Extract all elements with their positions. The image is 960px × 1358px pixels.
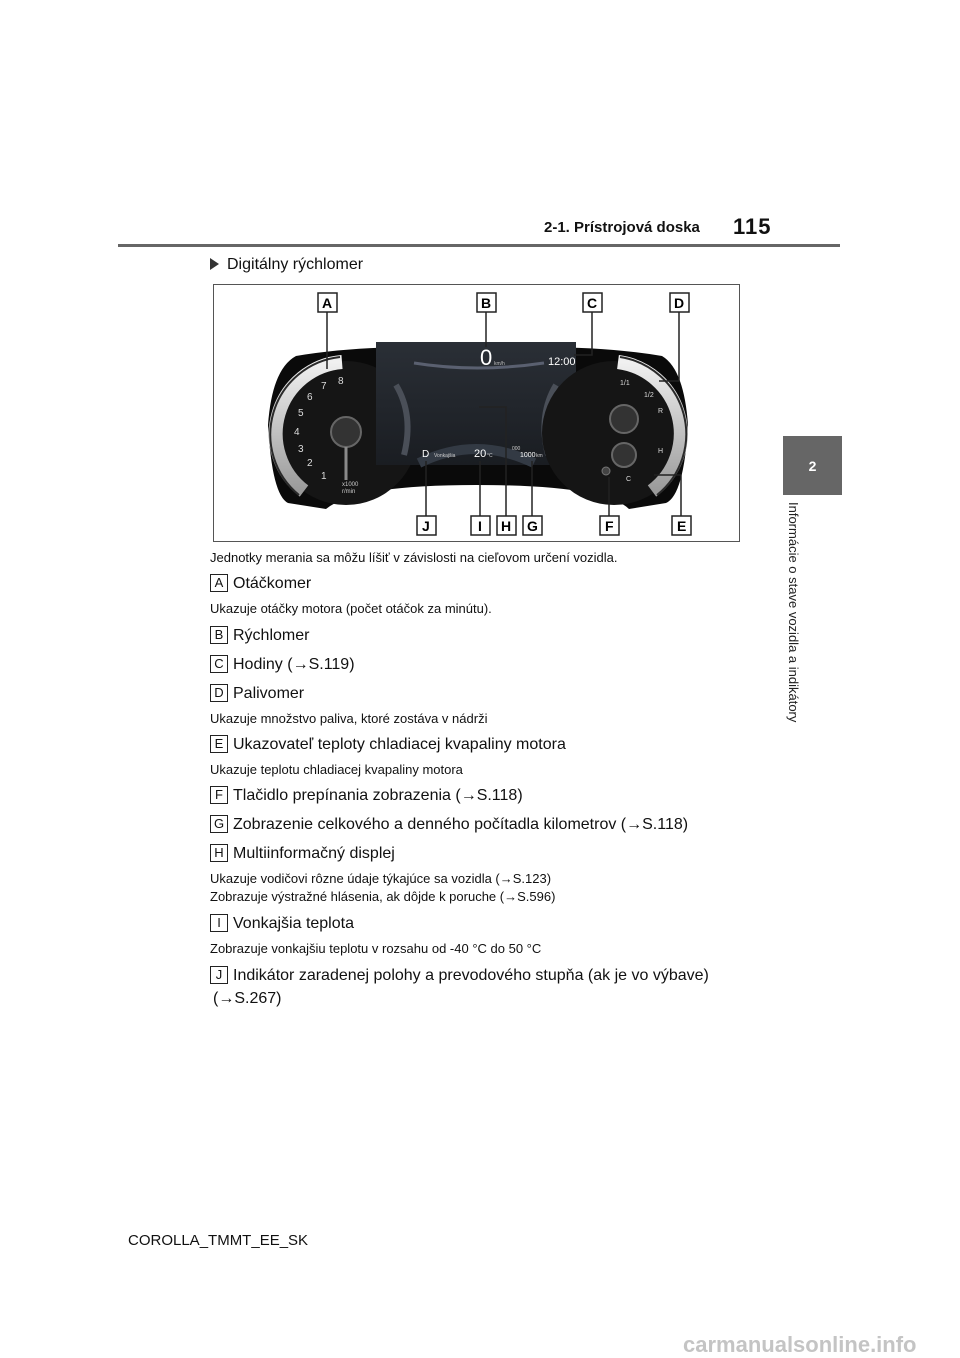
item-d — [210, 684, 304, 703]
triangle-bullet-icon — [210, 258, 219, 270]
item-a — [210, 574, 311, 593]
chapter-side-title-wrap — [773, 502, 813, 772]
item-letter-box: C — [210, 655, 228, 673]
tach-knob-icon — [331, 417, 361, 447]
item-desc: Zobrazuje vonkajšiu teplotu v rozsahu od -40 °C do 50 °C — [210, 941, 542, 956]
item-title: Otáčkomer — [233, 575, 312, 592]
item-letter-box: G — [210, 815, 228, 833]
item-title: Zobrazenie celkového a denného počítadla kilometrov (→S.118) — [233, 816, 689, 833]
tach-unit-top: x1000 — [342, 482, 359, 488]
tach-number: 3 — [298, 444, 304, 455]
temp-knob-icon — [612, 443, 636, 467]
chapter-side-title: Informácie o stave vozidla a indikátory — [786, 502, 801, 723]
item-title: Tlačidlo prepínania zobrazenia (→S.118) — [233, 787, 523, 804]
item-desc: Ukazuje teplotu chladiacej kvapaliny motora — [210, 762, 463, 777]
item-desc: Ukazuje otáčky motora (počet otáčok za minútu). — [210, 601, 492, 616]
tach-number: 2 — [307, 458, 313, 469]
screen-odo-unit: km — [536, 453, 543, 459]
tach-number: 5 — [298, 408, 304, 419]
screen-odo-trip: 000 — [512, 446, 521, 452]
item-letter-box: F — [210, 786, 228, 804]
item-letter-box: J — [210, 966, 228, 984]
callout-g: G — [527, 518, 538, 534]
callout-f: F — [605, 518, 614, 534]
screen-odo-value: 1000 — [520, 452, 536, 459]
tach-number: 1 — [321, 471, 327, 482]
cluster-illustration — [214, 285, 740, 542]
tach-number: 6 — [307, 392, 313, 403]
watermark: carmanualsonline.info — [683, 1332, 917, 1357]
item-h — [210, 844, 395, 863]
item-letter-box: A — [210, 574, 228, 592]
item-letter-box: I — [210, 914, 228, 932]
item-letter-box: D — [210, 684, 228, 702]
item-title: Vonkajšia teplota — [233, 915, 354, 932]
tach-number: 7 — [321, 381, 327, 392]
item-title: Palivomer — [233, 685, 305, 702]
tach-number: 8 — [338, 376, 344, 387]
screen-temp-value: 20 — [474, 448, 487, 460]
item-b — [210, 626, 309, 645]
page-number: 115 — [733, 214, 772, 239]
callout-e: E — [677, 518, 687, 534]
subheading — [210, 256, 363, 274]
fuel-label-r: R — [658, 408, 664, 415]
tach-unit-bottom: r/min — [342, 489, 356, 495]
screen-gear: D — [422, 449, 430, 460]
screen-speed-unit: km/h — [494, 361, 505, 367]
item-desc: Zobrazuje výstražné hlásenia, ak dôjde k poruche (→S.596) — [210, 889, 556, 904]
callout-c: C — [587, 295, 598, 311]
document-footer: COROLLA_TMMT_EE_SK — [128, 1232, 309, 1249]
temp-label-cold: C — [626, 476, 632, 483]
tach-number: 4 — [294, 427, 300, 438]
callout-h: H — [501, 518, 512, 534]
section-title: 2-1. Prístrojová doska — [544, 219, 700, 236]
item-g — [210, 815, 688, 834]
callout-a: A — [322, 295, 333, 311]
item-j — [210, 966, 709, 985]
item-title: Multiinformačný displej — [233, 845, 395, 862]
item-desc: Ukazuje množstvo paliva, ktoré zostáva v nádrži — [210, 711, 488, 726]
screen-speed: 0 — [480, 345, 493, 370]
callout-i: I — [478, 518, 482, 534]
screen-temp-unit: °C — [487, 453, 493, 459]
screen-temp-label: Vonkajšia — [434, 453, 456, 459]
item-e — [210, 735, 566, 754]
temp-label-hot: H — [658, 448, 664, 455]
callout-b: B — [481, 295, 492, 311]
fuel-knob-icon — [610, 405, 638, 433]
item-letter-box: B — [210, 626, 228, 644]
item-title: Indikátor zaradenej polohy a prevodového stupňa (ak je vo výbave) — [233, 967, 709, 984]
instrument-cluster-figure — [213, 284, 740, 542]
item-i — [210, 914, 354, 933]
figure-caption: Jednotky merania sa môžu líšiť v závislosti na cieľovom určení vozidla. — [210, 550, 618, 565]
item-desc: Ukazuje vodičovi rôzne údaje týkajúce sa vozidla (→S.123) — [210, 871, 552, 886]
item-title: Rýchlomer — [233, 627, 310, 644]
item-title: Hodiny (→S.119) — [233, 656, 355, 673]
chapter-tab: 2 — [783, 436, 842, 495]
screen-clock: 12:00 — [548, 356, 576, 368]
item-letter-box: H — [210, 844, 228, 862]
display-toggle-button-icon — [602, 467, 610, 475]
subheading-text: Digitálny rýchlomer — [227, 256, 364, 273]
callout-d: D — [674, 295, 685, 311]
item-f — [210, 786, 523, 805]
item-title: Ukazovateľ teploty chladiacej kvapaliny motora — [233, 736, 566, 753]
callout-j: J — [422, 518, 430, 534]
item-c — [210, 655, 355, 674]
item-letter-box: E — [210, 735, 228, 753]
fuel-label-full: 1/1 — [620, 380, 630, 387]
header-rule — [118, 244, 840, 247]
item-title-continued: (→S.267) — [213, 990, 282, 1007]
fuel-label-half: 1/2 — [644, 392, 654, 399]
